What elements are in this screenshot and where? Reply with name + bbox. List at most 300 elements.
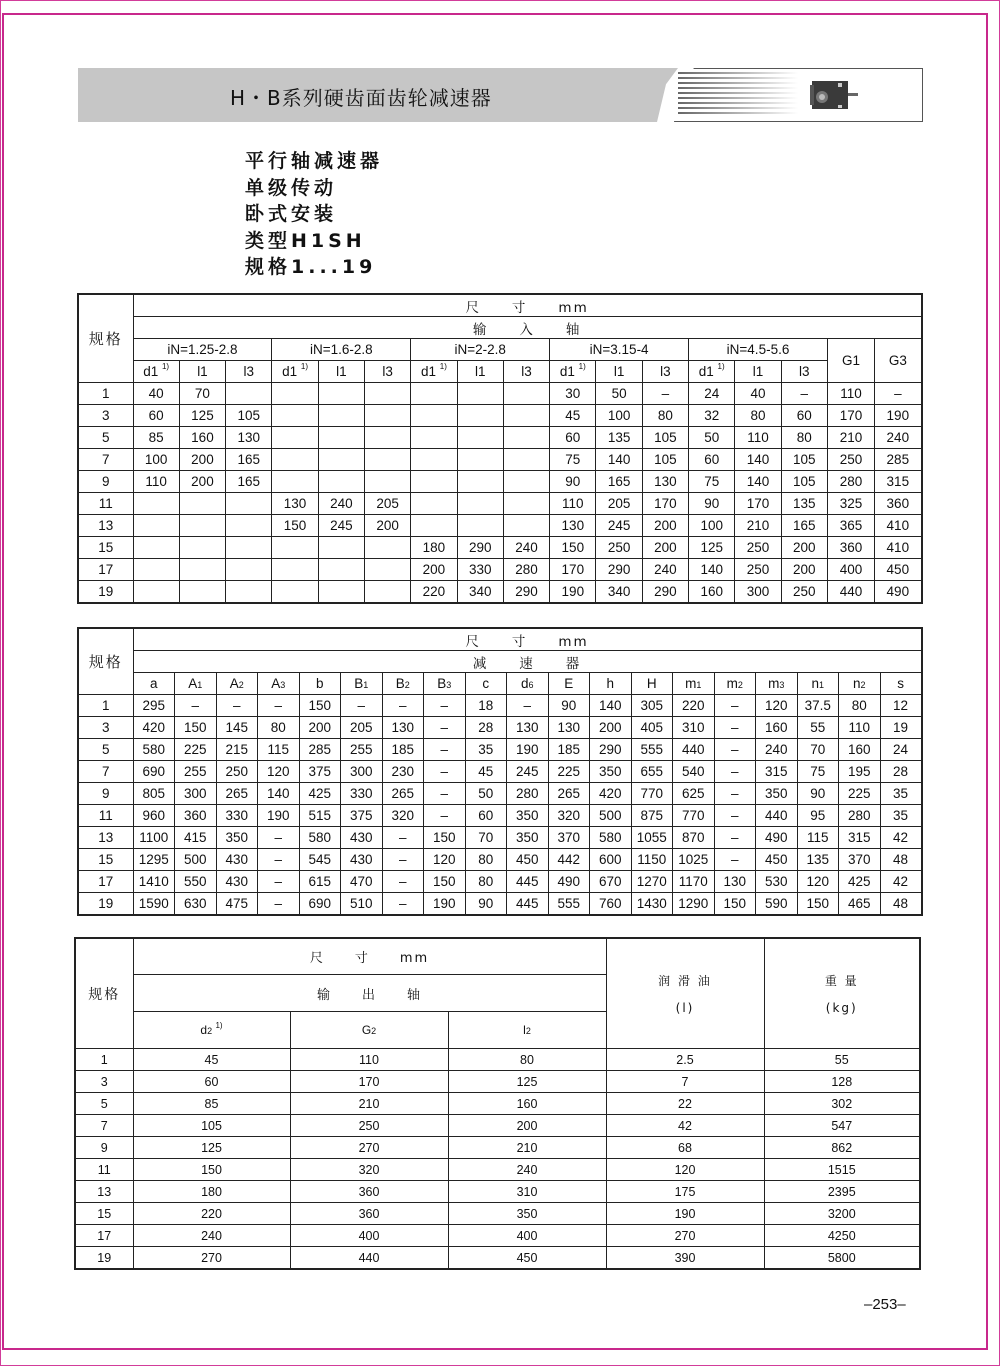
value-cell (318, 449, 364, 471)
value-cell: 50 (689, 427, 735, 449)
value-cell: 24 (689, 383, 735, 405)
value-cell: 200 (299, 717, 341, 739)
value-cell: 205 (596, 493, 642, 515)
symbol: l1 (752, 364, 764, 379)
size-cell: 13 (75, 1181, 133, 1203)
value-cell: 190 (507, 739, 549, 761)
value-cell: 245 (318, 515, 364, 537)
value-cell: – (874, 383, 921, 405)
value-cell: 90 (465, 893, 507, 916)
table-row (75, 1137, 920, 1159)
value-cell: 90 (548, 695, 590, 717)
table-row (78, 383, 922, 405)
table-row (75, 1203, 920, 1225)
input-shaft-header: 输 入 轴 (133, 317, 922, 339)
size-cell: 15 (78, 849, 133, 871)
value-cell: 2395 (764, 1181, 920, 1203)
value-cell: 40 (735, 383, 781, 405)
value-cell: 70 (465, 827, 507, 849)
value-cell: 80 (465, 871, 507, 893)
value-cell (179, 581, 225, 604)
value-cell (272, 427, 318, 449)
value-cell (503, 449, 549, 471)
input-shaft-table (77, 293, 923, 604)
value-cell: 330 (341, 783, 383, 805)
value-cell: 50 (596, 383, 642, 405)
value-cell: – (714, 805, 756, 827)
symbol: l3 (521, 364, 532, 379)
value-cell: 250 (827, 449, 874, 471)
value-cell: 165 (596, 471, 642, 493)
value-cell: 210 (290, 1093, 448, 1115)
sub-column-header (364, 361, 410, 383)
value-cell: 250 (290, 1115, 448, 1137)
symbol-base: B (437, 676, 447, 691)
value-cell: 250 (735, 537, 781, 559)
value-cell: 90 (797, 783, 839, 805)
ratio-group-header: iN=4.5-5.6 (689, 339, 828, 361)
value-cell (133, 559, 179, 581)
value-cell: 200 (642, 515, 688, 537)
symbol: d1 (420, 364, 436, 379)
value-cell: 425 (839, 871, 881, 893)
value-cell: 240 (503, 537, 549, 559)
value-cell: 280 (827, 471, 874, 493)
value-cell: 442 (548, 849, 590, 871)
value-cell: 110 (550, 493, 596, 515)
value-cell: 42 (880, 871, 922, 893)
value-cell (318, 537, 364, 559)
value-cell: 415 (175, 827, 217, 849)
value-cell: 190 (874, 405, 921, 427)
value-cell: 475 (216, 893, 258, 916)
value-cell (272, 383, 318, 405)
table-row (78, 695, 922, 717)
value-cell: 280 (839, 805, 881, 827)
value-cell (133, 537, 179, 559)
value-cell: 862 (764, 1137, 920, 1159)
value-cell: 80 (735, 405, 781, 427)
value-cell: 170 (642, 493, 688, 515)
value-cell: 40 (133, 383, 179, 405)
column-header (880, 673, 922, 695)
value-cell: 55 (764, 1049, 920, 1071)
value-cell: 120 (756, 695, 798, 717)
value-cell: 18 (465, 695, 507, 717)
value-cell: 105 (781, 471, 827, 493)
value-cell (364, 427, 410, 449)
symbol-base: B (395, 676, 405, 691)
value-cell: 295 (133, 695, 175, 717)
size-cell: 19 (78, 581, 133, 604)
value-cell (318, 471, 364, 493)
value-cell: 200 (642, 537, 688, 559)
value-cell: 200 (364, 515, 410, 537)
value-cell: 32 (689, 405, 735, 427)
value-cell (133, 493, 179, 515)
value-cell: 150 (714, 893, 756, 916)
value-cell: 690 (133, 761, 175, 783)
column-header (756, 673, 798, 695)
value-cell (226, 383, 272, 405)
value-cell: 80 (465, 849, 507, 871)
size-cell: 5 (75, 1093, 133, 1115)
column-header (382, 673, 424, 695)
value-cell (226, 493, 272, 515)
value-cell: – (258, 849, 300, 871)
value-cell: 655 (631, 761, 673, 783)
value-cell (364, 559, 410, 581)
column-header (290, 1012, 448, 1049)
value-cell: 130 (382, 717, 424, 739)
value-cell: 370 (839, 849, 881, 871)
value-cell (411, 493, 457, 515)
value-cell: – (714, 695, 756, 717)
value-cell: 130 (642, 471, 688, 493)
value-cell: 160 (448, 1093, 606, 1115)
value-cell: 120 (258, 761, 300, 783)
value-cell: 340 (457, 581, 503, 604)
product-subtitles (245, 148, 383, 281)
value-cell: 305 (631, 695, 673, 717)
value-cell: 195 (839, 761, 881, 783)
lubricant-header (606, 938, 764, 1049)
value-cell: 150 (424, 827, 466, 849)
symbol-base: n (852, 676, 861, 691)
value-cell: 35 (465, 739, 507, 761)
symbol-subscript: 2 (525, 1026, 531, 1036)
value-cell: 2.5 (606, 1049, 764, 1071)
value-cell: – (258, 871, 300, 893)
size-cell: 7 (78, 449, 133, 471)
value-cell (318, 559, 364, 581)
table-row (78, 827, 922, 849)
value-cell: 215 (216, 739, 258, 761)
value-cell (364, 471, 410, 493)
size-cell: 11 (78, 805, 133, 827)
value-cell: 360 (175, 805, 217, 827)
symbol-base: A (229, 676, 239, 691)
value-cell: 445 (507, 871, 549, 893)
value-cell: 250 (216, 761, 258, 783)
footnote-mark: 1) (578, 362, 586, 371)
value-cell: 280 (503, 559, 549, 581)
symbol: l1 (613, 364, 625, 379)
value-cell (503, 383, 549, 405)
size-cell: 9 (78, 783, 133, 805)
value-cell: 130 (548, 717, 590, 739)
symbol-subscript: 3 (280, 680, 286, 690)
value-cell: 115 (797, 827, 839, 849)
value-cell: 95 (797, 805, 839, 827)
value-cell: 265 (216, 783, 258, 805)
size-cell: 1 (78, 695, 133, 717)
value-cell: 465 (839, 893, 881, 916)
size-header: 规格 (75, 938, 133, 1049)
value-cell: 210 (448, 1137, 606, 1159)
table-row (78, 871, 922, 893)
value-cell: 310 (448, 1181, 606, 1203)
value-cell (272, 449, 318, 471)
value-cell: 430 (341, 827, 383, 849)
symbol-subscript: 1 (363, 680, 369, 690)
value-cell: 160 (839, 739, 881, 761)
value-cell: 170 (735, 493, 781, 515)
value-cell: – (382, 871, 424, 893)
table-row (75, 1247, 920, 1270)
value-cell: 185 (382, 739, 424, 761)
value-cell: 85 (133, 427, 179, 449)
symbol-base: A (188, 676, 198, 691)
symbol: l3 (243, 364, 254, 379)
value-cell: 210 (735, 515, 781, 537)
value-cell: 430 (216, 871, 258, 893)
size-cell: 11 (78, 493, 133, 515)
symbol-subscript: 2 (860, 680, 866, 690)
symbol: G3 (888, 353, 907, 368)
value-cell (503, 471, 549, 493)
subtitle-line: 规格1...19 (245, 256, 377, 278)
value-cell: 240 (318, 493, 364, 515)
value-cell: 365 (827, 515, 874, 537)
value-cell (272, 559, 318, 581)
sub-column-header (226, 361, 272, 383)
value-cell (457, 515, 503, 537)
value-cell: 35 (880, 783, 922, 805)
value-cell: 245 (596, 515, 642, 537)
sub-column-header (179, 361, 225, 383)
value-cell: 1410 (133, 871, 175, 893)
table-row (78, 805, 922, 827)
table-row (75, 1049, 920, 1071)
value-cell: 580 (299, 827, 341, 849)
column-header (133, 1012, 290, 1049)
value-cell: 190 (258, 805, 300, 827)
table-row (75, 1071, 920, 1093)
value-cell: 115 (258, 739, 300, 761)
value-cell (272, 405, 318, 427)
value-cell: 150 (797, 893, 839, 916)
value-cell: 315 (756, 761, 798, 783)
column-header (590, 673, 632, 695)
page-number: –253– (864, 1296, 906, 1313)
symbol-base: A (271, 676, 281, 691)
table-row (78, 783, 922, 805)
value-cell: 615 (299, 871, 341, 893)
value-cell: 315 (874, 471, 921, 493)
value-cell: 1170 (673, 871, 715, 893)
value-cell: 85 (133, 1093, 290, 1115)
footnote-mark: 1) (439, 362, 447, 371)
value-cell: 105 (642, 427, 688, 449)
value-cell: 110 (735, 427, 781, 449)
symbol-base: E (564, 676, 574, 691)
value-cell: 290 (503, 581, 549, 604)
value-cell: 140 (590, 695, 632, 717)
value-cell: 150 (175, 717, 217, 739)
value-cell: 175 (606, 1181, 764, 1203)
value-cell: 290 (590, 739, 632, 761)
value-cell: 150 (272, 515, 318, 537)
value-cell: 490 (874, 581, 921, 604)
value-cell: 490 (756, 827, 798, 849)
symbol: l1 (336, 364, 347, 379)
table-row (78, 427, 922, 449)
value-cell: 1295 (133, 849, 175, 871)
table-row (78, 537, 922, 559)
value-cell: 150 (133, 1159, 290, 1181)
value-cell: 55 (797, 717, 839, 739)
value-cell: 105 (642, 449, 688, 471)
value-cell: 70 (179, 383, 225, 405)
value-cell: 75 (797, 761, 839, 783)
value-cell: 120 (797, 871, 839, 893)
value-cell: 250 (735, 559, 781, 581)
value-cell: 165 (226, 471, 272, 493)
value-cell: 280 (507, 783, 549, 805)
value-cell: 240 (874, 427, 921, 449)
value-cell: 140 (596, 449, 642, 471)
value-cell: 28 (880, 761, 922, 783)
value-cell: 48 (880, 893, 922, 916)
value-cell: 185 (548, 739, 590, 761)
symbol: G1 (841, 353, 860, 368)
reducer-dimensions-table (77, 627, 923, 916)
value-cell: 90 (689, 493, 735, 515)
dimension-header: 尺 寸 mm (133, 294, 922, 317)
value-cell (272, 581, 318, 604)
subtitle-line: 单级传动 (245, 176, 338, 199)
value-cell (457, 493, 503, 515)
value-cell: – (382, 849, 424, 871)
value-cell: 555 (548, 893, 590, 916)
value-cell: – (382, 695, 424, 717)
value-cell: 350 (507, 805, 549, 827)
output-shaft-header: 输 出 轴 (133, 975, 606, 1012)
output-shaft-table (74, 937, 921, 1270)
table-row (78, 471, 922, 493)
value-cell: 135 (596, 427, 642, 449)
value-cell: 245 (507, 761, 549, 783)
value-cell: 240 (642, 559, 688, 581)
value-cell: 390 (606, 1247, 764, 1270)
symbol-subscript: 6 (528, 680, 534, 690)
symbol-subscript: 2 (207, 1026, 213, 1036)
value-cell: 670 (590, 871, 632, 893)
column-header (133, 673, 175, 695)
value-cell: 125 (179, 405, 225, 427)
symbol-base: m (768, 676, 780, 691)
value-cell: 110 (290, 1049, 448, 1071)
value-cell: 145 (216, 717, 258, 739)
symbol-base: h (606, 676, 614, 691)
value-cell (226, 559, 272, 581)
footnote-mark: 1) (161, 362, 170, 371)
value-cell: 45 (133, 1049, 290, 1071)
value-cell: 60 (781, 405, 827, 427)
value-cell: 430 (341, 849, 383, 871)
value-cell: – (424, 783, 466, 805)
symbol-subscript: 1 (696, 680, 702, 690)
value-cell: 50 (465, 783, 507, 805)
symbol-base: d (520, 676, 529, 691)
value-cell: 255 (341, 739, 383, 761)
value-cell: 45 (465, 761, 507, 783)
value-cell: – (714, 717, 756, 739)
value-cell: 24 (880, 739, 922, 761)
value-cell: 19 (880, 717, 922, 739)
size-cell: 11 (75, 1159, 133, 1181)
value-cell: 190 (550, 581, 596, 604)
value-cell: 220 (411, 581, 457, 604)
symbol-base: a (149, 676, 158, 691)
value-cell: 805 (133, 783, 175, 805)
header-banner (78, 68, 924, 122)
symbol: d1 (143, 364, 159, 379)
value-cell: 540 (673, 761, 715, 783)
value-cell: 350 (756, 783, 798, 805)
value-cell (318, 383, 364, 405)
column-header (424, 673, 466, 695)
value-cell (179, 493, 225, 515)
value-cell: 3200 (764, 1203, 920, 1225)
size-cell: 13 (78, 827, 133, 849)
value-cell: 450 (507, 849, 549, 871)
value-cell: 125 (133, 1137, 290, 1159)
value-cell: 90 (550, 471, 596, 493)
sub-column-header (550, 361, 596, 383)
value-cell (503, 515, 549, 537)
value-cell (226, 581, 272, 604)
value-cell: 140 (689, 559, 735, 581)
value-cell: 450 (756, 849, 798, 871)
value-cell: 5800 (764, 1247, 920, 1270)
value-cell (133, 581, 179, 604)
banner-speed-lines (678, 72, 798, 118)
symbol-base: b (315, 676, 324, 691)
value-cell: 105 (226, 405, 272, 427)
value-cell: 875 (631, 805, 673, 827)
value-cell (503, 427, 549, 449)
value-cell: 75 (550, 449, 596, 471)
value-cell: – (341, 695, 383, 717)
value-cell (411, 449, 457, 471)
value-cell: 625 (673, 783, 715, 805)
table-row (78, 559, 922, 581)
value-cell: 400 (448, 1225, 606, 1247)
value-cell (457, 427, 503, 449)
value-cell (179, 515, 225, 537)
value-cell: 445 (507, 893, 549, 916)
symbol-base: m (685, 676, 697, 691)
value-cell: 200 (179, 471, 225, 493)
sub-column-header (689, 361, 735, 383)
value-cell: 125 (448, 1071, 606, 1093)
table-row (78, 739, 922, 761)
value-cell: 760 (590, 893, 632, 916)
value-cell: 60 (550, 427, 596, 449)
value-cell: 37.5 (797, 695, 839, 717)
value-cell (318, 427, 364, 449)
value-cell: – (714, 783, 756, 805)
value-cell: 110 (827, 383, 874, 405)
size-cell: 7 (78, 761, 133, 783)
value-cell: 190 (424, 893, 466, 916)
table-row (78, 717, 922, 739)
sub-column-header (318, 361, 364, 383)
value-cell (226, 537, 272, 559)
size-cell: 3 (78, 717, 133, 739)
